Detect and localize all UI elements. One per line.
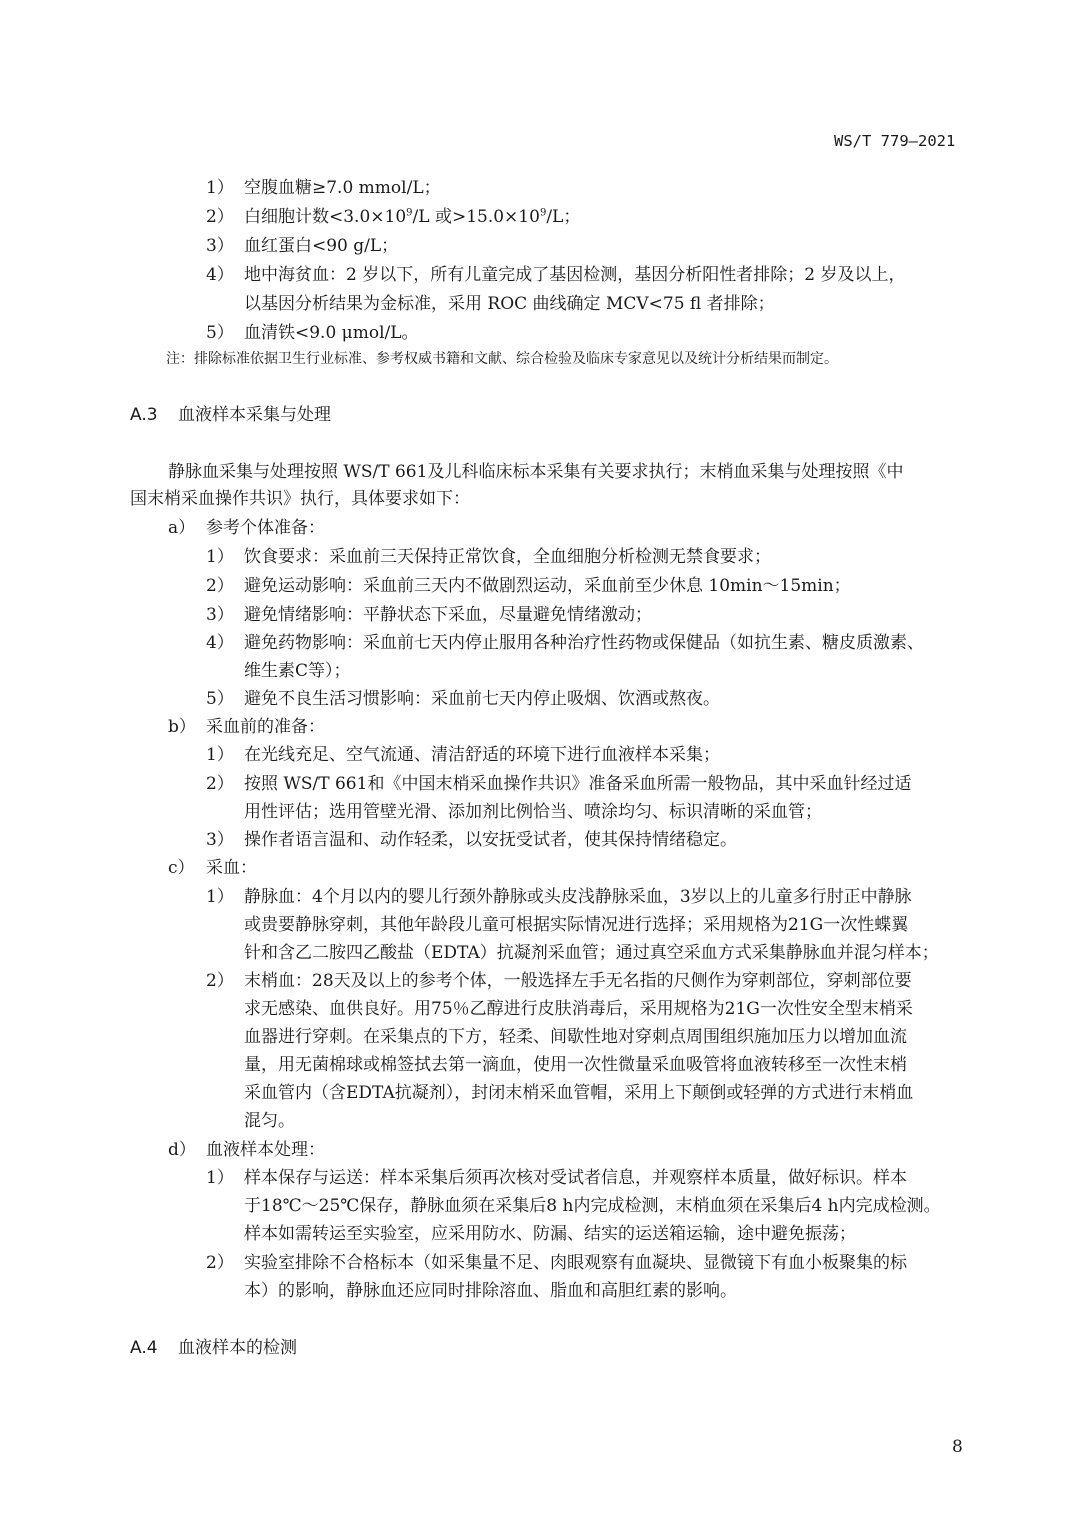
list-item-text: 操作者语言温和、动作轻柔，以安抚受试者，使其保持情绪稳定。 — [244, 830, 737, 850]
list-item-number: 3） — [206, 830, 234, 850]
document-id-header: WS/T 779—2021 — [834, 132, 956, 150]
list-item-number: 2） — [206, 1253, 234, 1273]
list-item-text: 静脉血：4个月以内的婴儿行颈外静脉或头皮浅静脉采血，3岁以上的儿童多行肘正中静脉 — [244, 887, 912, 907]
list-item-number: 5） — [206, 323, 234, 343]
list-item-text: 实验室排除不合格标本（如采集量不足、肉眼观察有血凝块、显微镜下有血小板聚集的标 — [244, 1253, 907, 1273]
list-item-text: 在光线充足、空气流通、清洁舒适的环境下进行血液样本采集； — [244, 745, 720, 765]
list-item-text: 血清铁<9.0 μmol/L。 — [244, 323, 419, 343]
list-title: 采血前的准备： — [206, 717, 325, 737]
list-title: 参考个体准备： — [206, 518, 325, 538]
note-text: 注：排除标准依据卫生行业标准、参考权威书籍和文献、综合检验及临床专家意见以及统计分析结果而制定。 — [166, 351, 838, 367]
list-item-number: 1） — [206, 178, 234, 198]
list-item-number: 4） — [206, 265, 234, 285]
list-item-number: 5） — [206, 689, 234, 709]
list-item-text: 末梢血：28天及以上的参考个体，一般选择左手无名指的尺侧作为穿刺部位，穿刺部位要 — [244, 971, 912, 991]
list-item-text: 按照 WS/T 661和《中国末梢采血操作共识》准备采血所需一般物品，其中采血针经过适 — [244, 774, 912, 794]
list-item-text: 避免运动影响：采血前三天内不做剧烈运动，采血前至少休息 10min～15min； — [244, 576, 851, 596]
list-title: 采血： — [206, 858, 257, 878]
list-item-number: 2） — [206, 971, 234, 991]
list-item-text-cont: 维生素C等）； — [244, 661, 351, 681]
page-number: 8 — [952, 1437, 963, 1457]
paragraph-text-cont: 国末梢采血操作共识》执行，具体要求如下： — [130, 489, 470, 509]
list-item-number: 1） — [206, 547, 234, 567]
list-item-number: 2） — [206, 774, 234, 794]
list-label: b） — [168, 717, 196, 737]
list-item-text: 白细胞计数$<3.0\times 10^9/L$ 或$>15.0\times 10^9/L$； — [244, 207, 581, 227]
list-item-text: 避免不良生活习惯影响：采血前七天内停止吸烟、饮酒或熬夜。 — [244, 689, 720, 709]
list-item-number: 1） — [206, 887, 234, 907]
list-item-text-cont: 本）的影响，静脉血还应同时排除溶血、脂血和高胆红素的影响。 — [244, 1281, 737, 1301]
list-item-number: 2） — [206, 207, 234, 227]
list-item-text-cont: 混匀。 — [244, 1111, 295, 1131]
list-item-number: 1） — [206, 745, 234, 765]
list-item-text: 地中海贫血：2 岁以下，所有儿童完成了基因检测，基因分析阳性者排除；2 岁及以上， — [244, 265, 906, 285]
list-item-number: 1） — [206, 1168, 234, 1188]
list-label: d） — [168, 1140, 196, 1160]
list-item-text: 避免情绪影响：平静状态下采血，尽量避免情绪激动； — [244, 605, 652, 625]
list-item-text-cont: 或贵要静脉穿刺，其他年龄段儿童可根据实际情况进行选择；采用规格为21G一次性蝶翼 — [244, 915, 909, 935]
list-item-text: 饮食要求：采血前三天保持正常饮食，全血细胞分析检测无禁食要求； — [244, 547, 771, 567]
section-number: A.4 — [130, 1338, 158, 1358]
list-item-number: 4） — [206, 633, 234, 653]
list-item-text: 样本保存与运送：样本采集后须再次核对受试者信息，并观察样本质量，做好标识。样本 — [244, 1168, 907, 1188]
list-item-number: 3） — [206, 236, 234, 256]
list-item-text: 空腹血糖≥7.0 mmol/L； — [244, 178, 441, 198]
list-label: a） — [168, 518, 196, 538]
list-item-text: 血红蛋白<90 g/L； — [244, 236, 399, 256]
list-item-number: 2） — [206, 576, 234, 596]
list-item-number: 3） — [206, 605, 234, 625]
section-title: 血液样本采集与处理 — [178, 405, 331, 425]
list-item-text-cont: 采血管内（含EDTA抗凝剂），封闭末梢采血管帽，采用上下颠倒或轻弹的方式进行末梢血 — [244, 1083, 914, 1103]
section-number: A.3 — [130, 405, 158, 425]
list-item-text-cont: 针和含乙二胺四乙酸盐（EDTA）抗凝剂采血管；通过真空采血方式采集静脉血并混匀样本； — [244, 943, 939, 963]
list-title: 血液样本处理： — [206, 1140, 325, 1160]
list-item-text-cont: 求无感染、血供良好。用75％乙醇进行皮肤消毒后，采用规格为21G一次性安全型末梢采 — [244, 999, 913, 1019]
list-item-text: 避免药物影响：采血前七天内停止服用各种治疗性药物或保健品（如抗生素、糖皮质激素、 — [244, 633, 924, 653]
list-item-text-cont: 于18℃～25℃保存，静脉血须在采集后8 h内完成检测，末梢血须在采集后4 h内完成检测。 — [244, 1196, 941, 1216]
list-item-text-cont: 样本如需转运至实验室，应采用防水、防漏、结实的运送箱运输，途中避免振荡； — [244, 1224, 856, 1244]
list-item-text-cont: 血器进行穿刺。在采集点的下方，轻柔、间歇性地对穿刺点周围组织施加压力以增加血流 — [244, 1027, 907, 1047]
list-item-text-cont: 用性评估；选用管壁光滑、添加剂比例恰当、喷涂均匀、标识清晰的采血管； — [244, 802, 822, 822]
section-title: 血液样本的检测 — [178, 1338, 297, 1358]
list-label: c） — [168, 858, 195, 878]
list-item-text-cont: 以基因分析结果为金标准，采用 ROC 曲线确定 MCV<75 fl 者排除； — [244, 294, 775, 314]
list-item-text-cont: 量，用无菌棉球或棉签拭去第一滴血，使用一次性微量采血吸管将血液转移至一次性末梢 — [244, 1055, 907, 1075]
paragraph-text: 静脉血采集与处理按照 WS/T 661及儿科临床标本采集有关要求执行；末梢血采集与处理按照《中 — [168, 462, 904, 482]
